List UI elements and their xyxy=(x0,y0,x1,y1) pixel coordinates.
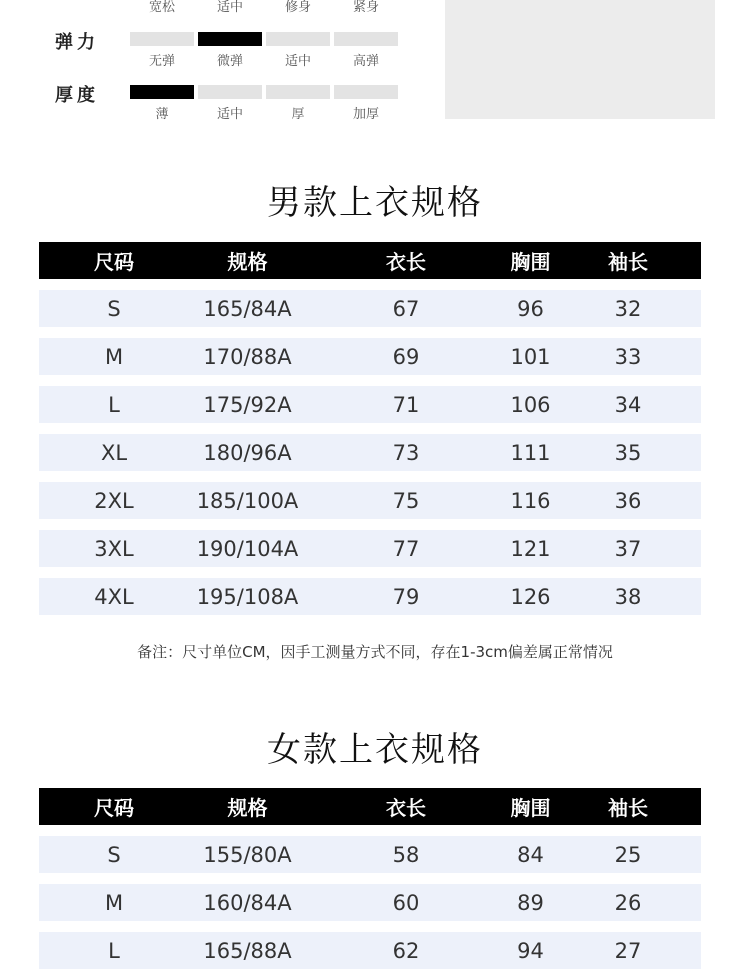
elasticity-option: 微弹 xyxy=(216,54,243,69)
table-cell: 37 xyxy=(614,536,642,561)
table-cell: 111 xyxy=(510,440,551,465)
thickness-segment xyxy=(334,85,398,99)
thickness-bar xyxy=(130,85,398,99)
table-cell: 79 xyxy=(392,584,420,609)
fit-label: 宽松 xyxy=(148,0,175,15)
size-note: 备注：尺寸单位CM，因手工测量方式不同，存在1-3cm偏差属正常情况 xyxy=(137,643,613,661)
table-cell: 155/80A xyxy=(203,842,292,867)
table-cell: 4XL xyxy=(94,584,134,609)
elasticity-bar xyxy=(130,32,398,46)
table-header xyxy=(39,242,701,279)
header-cell: 袖长 xyxy=(608,796,648,820)
table-cell: 32 xyxy=(614,296,642,321)
table-cell: 165/88A xyxy=(203,938,292,963)
table-row xyxy=(39,932,701,969)
table-cell: 96 xyxy=(517,296,544,321)
fit-label: 适中 xyxy=(216,0,243,15)
table-cell: 190/104A xyxy=(196,536,299,561)
table-row xyxy=(39,482,701,519)
table-cell: 36 xyxy=(614,488,642,513)
table-cell: 180/96A xyxy=(203,440,292,465)
men-size-table xyxy=(39,242,701,615)
table-cell: 84 xyxy=(517,842,544,867)
table-cell: L xyxy=(108,938,120,963)
women-table-title: 女款上衣规格 xyxy=(267,730,483,770)
table-cell: 62 xyxy=(392,938,420,963)
table-cell: 160/84A xyxy=(203,890,292,915)
table-cell: 77 xyxy=(392,536,420,561)
thickness-segment-selected xyxy=(130,85,194,99)
fit-top-labels xyxy=(130,0,398,15)
table-cell: 71 xyxy=(392,392,420,417)
table-cell: 106 xyxy=(510,392,551,417)
table-cell: 121 xyxy=(510,536,551,561)
elasticity-options xyxy=(130,50,398,69)
table-header xyxy=(39,788,701,825)
product-photo-placeholder xyxy=(445,0,715,119)
table-cell: 170/88A xyxy=(203,344,292,369)
table-cell: 116 xyxy=(510,488,551,513)
header-cell: 尺码 xyxy=(94,796,134,820)
table-row xyxy=(39,290,701,327)
table-row xyxy=(39,434,701,471)
thickness-label: 厚度 xyxy=(55,85,99,106)
thickness-segment xyxy=(266,85,330,99)
table-cell: 26 xyxy=(614,890,642,915)
table-cell: 126 xyxy=(510,584,551,609)
table-cell: M xyxy=(104,890,124,915)
header-cell: 胸围 xyxy=(510,796,551,820)
table-row xyxy=(39,386,701,423)
table-cell: 27 xyxy=(614,938,642,963)
table-cell: 94 xyxy=(517,938,544,963)
header-cell: 袖长 xyxy=(608,250,648,274)
table-cell: S xyxy=(107,296,121,321)
table-cell: 195/108A xyxy=(196,584,299,609)
table-row xyxy=(39,530,701,567)
table-cell: 38 xyxy=(614,584,642,609)
header-cell: 尺码 xyxy=(94,250,134,274)
table-cell: 35 xyxy=(614,440,642,465)
table-cell: 73 xyxy=(392,440,420,465)
table-cell: S xyxy=(107,842,121,867)
table-cell: L xyxy=(108,392,120,417)
table-row xyxy=(39,338,701,375)
thickness-option: 薄 xyxy=(155,107,169,122)
table-cell: XL xyxy=(100,440,128,465)
table-row xyxy=(39,836,701,873)
women-table-body xyxy=(39,836,701,969)
table-cell: M xyxy=(104,344,124,369)
header-cell: 衣长 xyxy=(386,796,426,820)
elasticity-segment xyxy=(130,32,194,46)
fit-label: 修身 xyxy=(284,0,311,15)
elasticity-option: 无弹 xyxy=(148,54,175,69)
women-size-table xyxy=(39,788,701,969)
table-cell: 33 xyxy=(614,344,642,369)
men-table-body xyxy=(39,290,701,615)
header-cell: 衣长 xyxy=(386,250,426,274)
table-row xyxy=(39,884,701,921)
table-row xyxy=(39,578,701,615)
header-cell: 规格 xyxy=(227,796,268,820)
elasticity-segment xyxy=(266,32,330,46)
table-cell: 3XL xyxy=(94,536,134,561)
elasticity-option: 高弹 xyxy=(352,54,379,69)
thickness-options xyxy=(130,103,398,122)
table-cell: 185/100A xyxy=(196,488,299,513)
thickness-option: 适中 xyxy=(216,107,243,122)
thickness-option: 加厚 xyxy=(352,107,379,122)
elasticity-option: 适中 xyxy=(284,54,311,69)
table-cell: 34 xyxy=(614,392,642,417)
table-cell: 25 xyxy=(614,842,642,867)
elasticity-segment xyxy=(334,32,398,46)
table-cell: 67 xyxy=(392,296,420,321)
header-cell: 规格 xyxy=(227,250,268,274)
thickness-option: 厚 xyxy=(291,107,305,122)
table-cell: 75 xyxy=(392,488,420,513)
table-cell: 165/84A xyxy=(203,296,292,321)
elasticity-label: 弹力 xyxy=(55,32,99,53)
table-cell: 60 xyxy=(392,890,420,915)
table-cell: 89 xyxy=(517,890,544,915)
thickness-segment xyxy=(198,85,262,99)
table-cell: 2XL xyxy=(94,488,134,513)
header-cell: 胸围 xyxy=(510,250,551,274)
fit-label: 紧身 xyxy=(352,0,379,15)
table-cell: 69 xyxy=(392,344,420,369)
men-table-title: 男款上衣规格 xyxy=(267,183,483,223)
elasticity-segment-selected xyxy=(198,32,262,46)
table-cell: 58 xyxy=(392,842,420,867)
table-cell: 175/92A xyxy=(203,392,292,417)
table-cell: 101 xyxy=(510,344,551,369)
